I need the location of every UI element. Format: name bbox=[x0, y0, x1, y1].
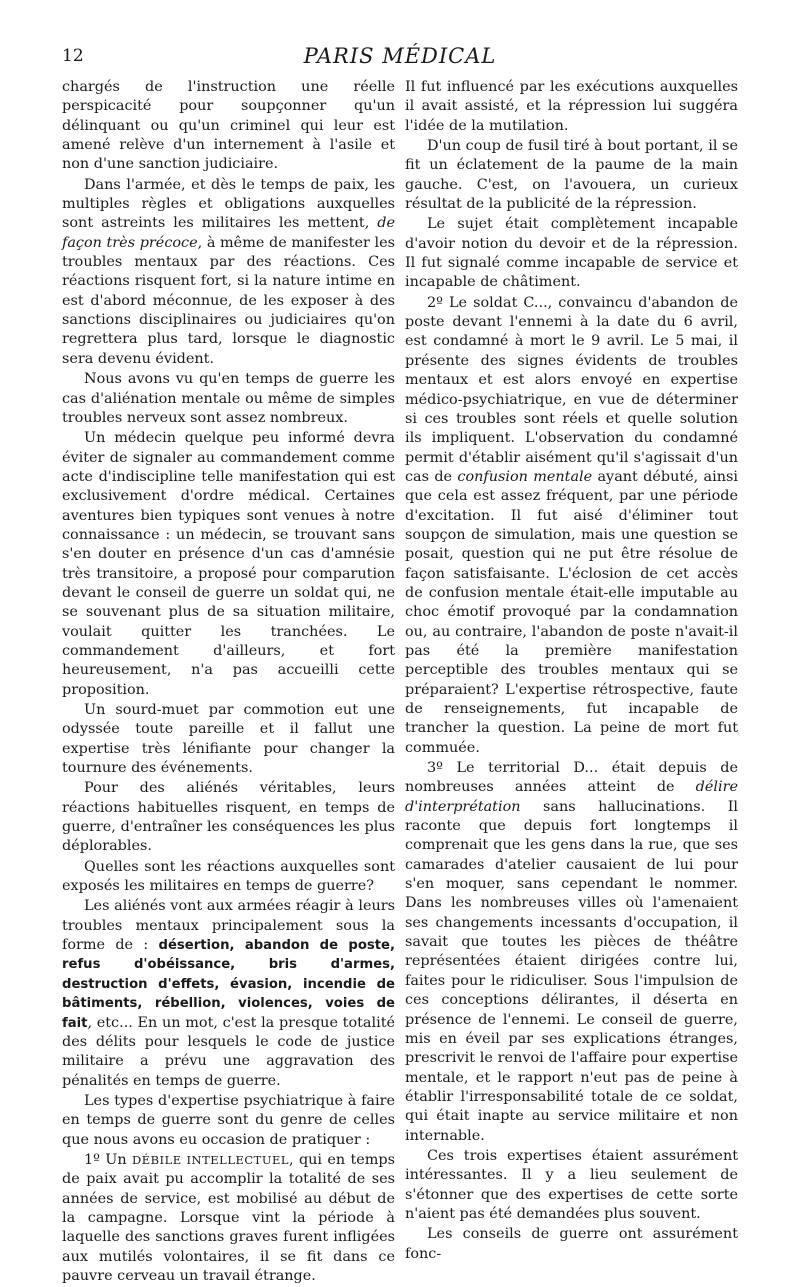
running-title: PARIS MÉDICAL bbox=[303, 44, 497, 68]
paragraph: Quelles sont les réactions auxquelles sont exposés les militaires en temps de guerre? bbox=[62, 858, 395, 895]
paragraph: Les types d'expertise psychiatrique à faire en temps de guerre sont du genre de celles que nous avons eu occasion de pratiquer : bbox=[62, 1092, 395, 1148]
paragraph: Il fut influencé par les exécutions auxquelles il avait assisté, et la répression lui suggéra l'idée de la mutilation. bbox=[405, 79, 738, 134]
paragraph: 2º Le soldat C..., convaincu d'abandon de poste devant l'ennemi à la date du 6 avril, est condamné à mort le 9 avril. Le 5 mai, il présente des signes évidents de troubles mentaux et est alors envoyé en expertise médico-psychiatrique, en vue de déterminer si ces troubles sont réels et quelle solution ils impliquent. L'observation du condamné permit d'établir aisément qu'il s'agissait d'un cas de confusion mentale ayant débuté, ainsi que cela est assez fréquent, par une période d'excitation. Il fut aisé d'éliminer tout soupçon de simulation, mais une question se posait, question qui ne put être résolue de façon satisfaisante. L'éclosion de cet accès de confusion mentale était-elle imputable au choc émotif provoqué par la condamnation ou, au contraire, l'abandon de poste n'avait-il pas été la première manifestation perceptible des troubles mentaux qui se préparaient? L'expertise rétrospective, faute de renseignements, fut incapable de trancher la question. La peine de mort fut commuée. bbox=[405, 294, 738, 756]
paragraph: Dans l'armée, et dès le temps de paix, les multiples règles et obligations auxquelles sont astreints les militaires les mettent, de façon très précoce, à même de manifester les troubles mentaux par des réactions. Ces réactions risquent fort, si la nature intime en est d'abord méconnue, de les exposer à des sanctions disciplinaires ou judiciaires qu'on regrettera plus tard, lorsque le diagnostic sera devenu évident. bbox=[62, 176, 395, 367]
right-column bbox=[405, 78, 738, 1265]
emphasis: de façon très précoce bbox=[62, 215, 395, 251]
page-number: 12 bbox=[62, 46, 84, 66]
paragraph: Ces trois expertises étaient assurément intéressantes. Il y a lieu seulement de s'étonner que des expertises de cette sorte n'aient pas été demandées plus souvent. bbox=[405, 1147, 738, 1222]
paragraph: Un sourd-muet par commotion eut une odyssée toute pareille et il fallut une expertise très lénifiante pour changer la tournure des événements. bbox=[62, 702, 395, 777]
paragraph: Le sujet était complètement incapable d'avoir notion du devoir et de la répression. Il fut signalé comme incapable de service et incapable de châtiment. bbox=[405, 216, 738, 291]
paragraph: chargés de l'instruction une réelle perspicacité pour soupçonner qu'un délinquant ou qu'un criminel qui leur est amené relève d'un internement à l'asile et non d'une sanction judiciaire. bbox=[62, 79, 395, 173]
small-caps-term: DÉBILE INTELLECTUEL bbox=[131, 1152, 290, 1167]
paragraph: 1º Un DÉBILE INTELLECTUEL, qui en temps de paix avait pu accomplir la totalité de ses années de service, est mobilisé au début de la campagne. Lorsque vint la période à laquelle des sanctions graves furent infligées aux mutilés volontaires, il se fit dans ce pauvre cerveau un travail étrange. bbox=[62, 1151, 395, 1284]
paragraph: Pour des aliénés véritables, leurs réactions habituelles risquent, en temps de guerre, d'entraîner les conséquences les plus déplorables. bbox=[62, 780, 395, 855]
bold-list: désertion, abandon de poste, refus d'obéissance, bris d'armes, destruction d'effets, évasion, incendie de bâtiments, rébellion, violences, voies de fait bbox=[62, 938, 395, 1031]
page-header bbox=[62, 44, 738, 74]
paragraph: 3º Le territorial D... était depuis de nombreuses années atteint de délire d'interprétation sans hallucinations. Il raconte que depuis fort longtemps il comprenait que les gens dans la rue, que ses camarades d'atelier causaient de lui pour s'en moquer, sans cependant le nommer. Dans les nombreuses villes où l'amenaient ses changements incessants d'occupation, il savait que toutes les pièces de théâtre représentées étaient dirigées contre lui, faites pour le ridiculiser. Sous l'impulsion de ces conceptions délirantes, il déserta en présence de l'ennemi. Le conseil de guerre, mis en éveil par ses explications étranges, prescrivit le renvoi de l'affaire pour expertise mentale, et le rapport n'eut pas de peine à établir l'irresponsabilité totale de ce soldat, qui était inapte au service militaire et non internable. bbox=[405, 760, 738, 1144]
emphasis: délire d'interprétation bbox=[405, 779, 738, 815]
emphasis: confusion mentale bbox=[457, 468, 593, 485]
left-column bbox=[62, 78, 395, 1287]
paragraph: Les conseils de guerre ont assurément fonc- bbox=[405, 1226, 738, 1262]
paragraph: D'un coup de fusil tiré à bout portant, il se fit un éclatement de la paume de la main gauche. C'est, on l'avouera, un curieux résultat de la publicité de la répression. bbox=[405, 138, 738, 213]
paragraph: Les aliénés vont aux armées réagir à leurs troubles mentaux principalement sous la forme de : désertion, abandon de poste, refus d'obéissance, bris d'armes, destruction d'effets, évasion, incendie de bâtiments, rébellion, violences, voies de fait, etc... En un mot, c'est la presque totalité des délits pour lesquels le code de justice militaire a prévu une aggravation des pénalités en temps de guerre. bbox=[62, 898, 395, 1089]
paragraph: Un médecin quelque peu informé devra éviter de signaler au commandement comme acte d'indiscipline telle manifestation qui est exclusivement d'ordre médical. Certaines aventures bien typiques sont venues à notre connaissance : un médecin, se trouvant sans s'en douter en présence d'un cas d'amnésie très transitoire, a proposé pour comparution devant le conseil de guerre un soldat qui, ne se souvenant plus de sa situation militaire, voulait quitter les tranchées. Le commandement d'ailleurs, et fort heureusement, n'a pas accueilli cette proposition. bbox=[62, 430, 395, 698]
paragraph: Nous avons vu qu'en temps de guerre les cas d'aliénation mentale ou même de simples troubles nerveux sont assez nombreux. bbox=[62, 371, 395, 426]
